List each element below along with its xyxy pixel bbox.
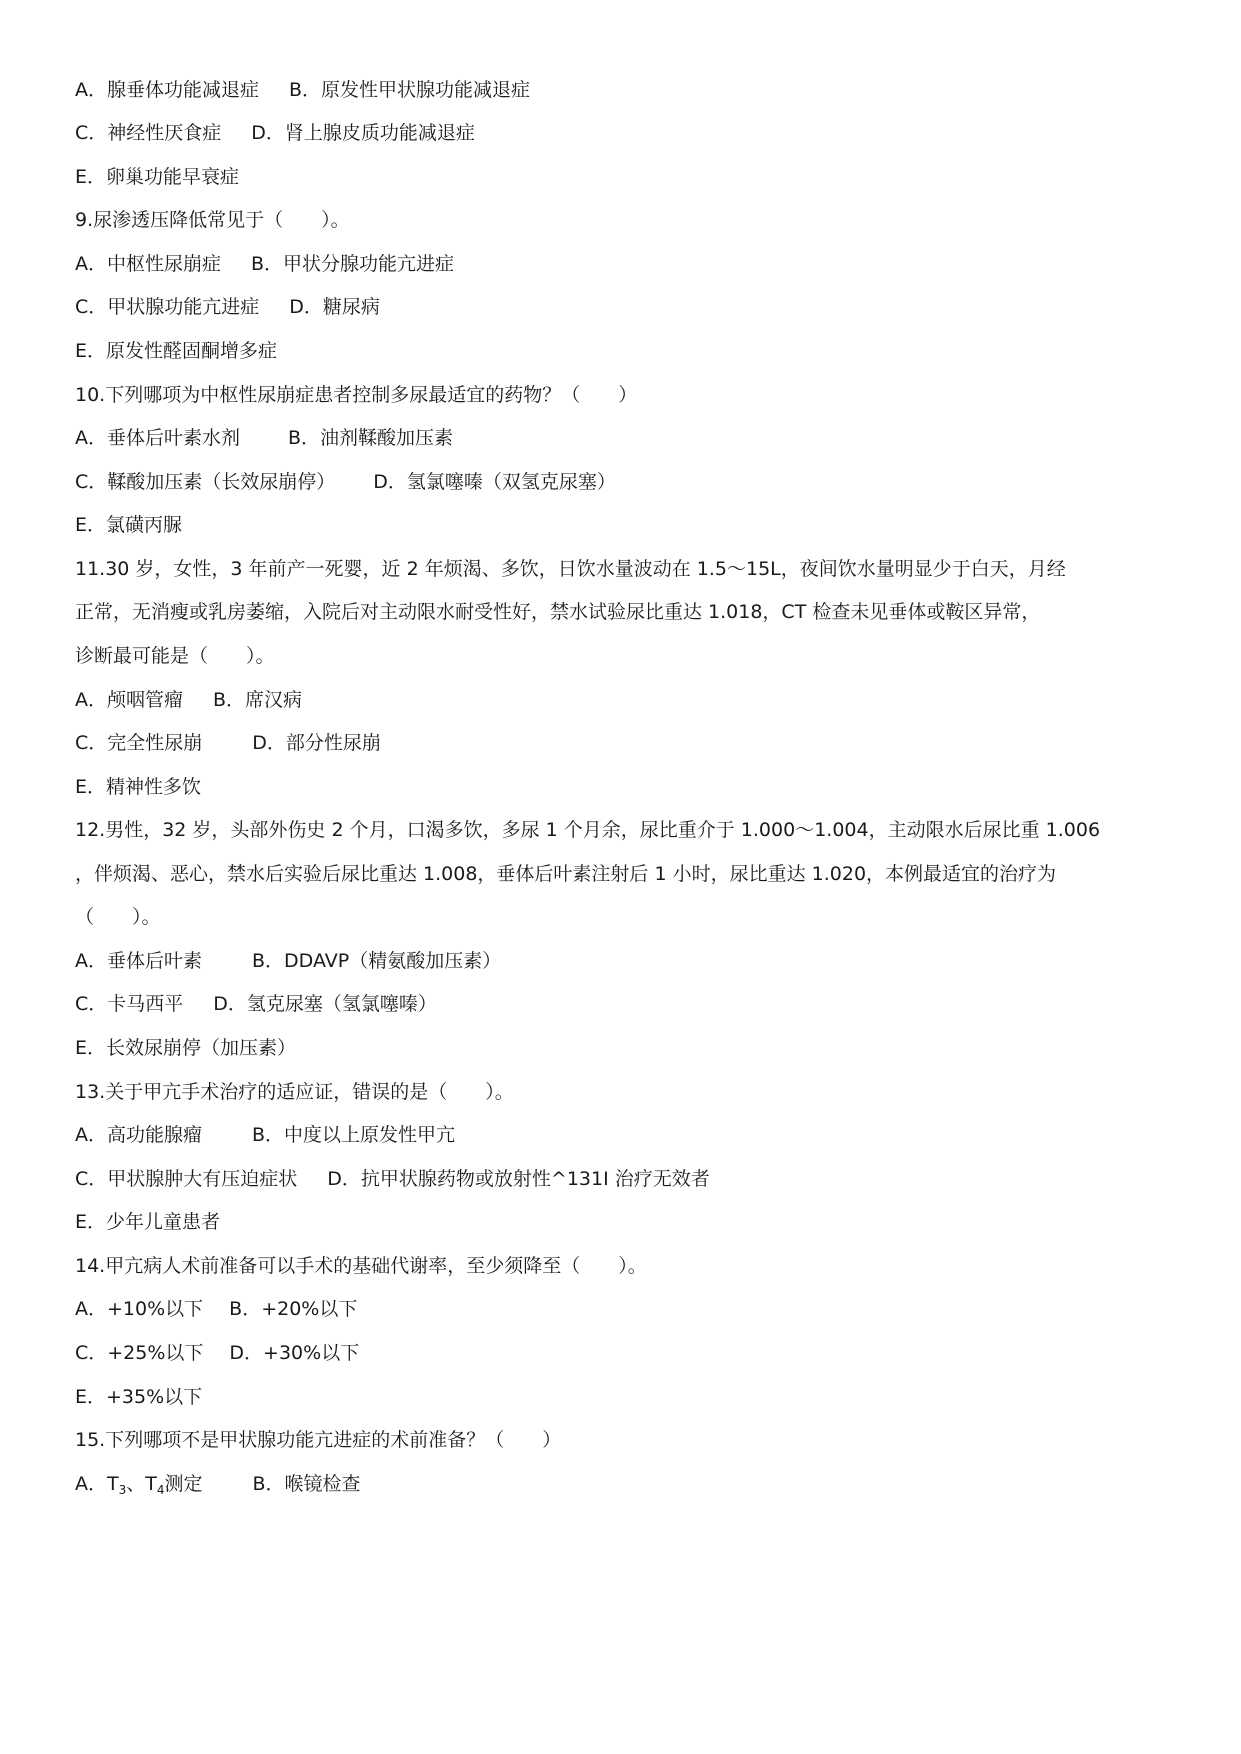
question-text: 9.尿渗透压降低常见于（ ）。 xyxy=(75,209,350,231)
option-d: D．氢克尿塞（氢氯噻嗪） xyxy=(213,993,437,1015)
option-b: B．中度以上原发性甲亢 xyxy=(252,1124,456,1146)
q12-options-cd xyxy=(75,989,437,1019)
question-12-line-3 xyxy=(75,902,161,932)
q11-options-cd xyxy=(75,728,381,758)
option-b: B．席汉病 xyxy=(213,689,303,711)
option-a: A．颅咽管瘤 xyxy=(75,689,183,711)
q13-options-cd xyxy=(75,1164,710,1194)
question-text: 正常，无消瘦或乳房萎缩，入院后对主动限水耐受性好，禁水试验尿比重达 1.018，CT 检查未见垂体或鞍区异常， xyxy=(75,601,1041,623)
q12-options-ab xyxy=(75,946,501,976)
q11-options-ab xyxy=(75,685,302,715)
option-e: E．+35%以下 xyxy=(75,1386,203,1408)
option-a: A．高功能腺瘤 xyxy=(75,1124,202,1146)
option-e: E．少年儿童患者 xyxy=(75,1211,221,1233)
option-d: D．+30%以下 xyxy=(229,1342,360,1364)
option-b: B．喉镜检查 xyxy=(252,1473,361,1495)
q9-options-ab xyxy=(75,249,454,279)
option-b: B．+20%以下 xyxy=(229,1298,358,1320)
q15-options-ab xyxy=(75,1469,361,1499)
question-text: 13.关于甲亢手术治疗的适应证，错误的是（ ）。 xyxy=(75,1081,514,1103)
option-d: D．部分性尿崩 xyxy=(252,732,381,754)
question-text: （ ）。 xyxy=(75,906,161,928)
option-b: B．甲状分腺功能亢进症 xyxy=(251,253,455,275)
option-e: E．卵巢功能早衰症 xyxy=(75,166,240,188)
option-a: A．中枢性尿崩症 xyxy=(75,253,221,275)
option-a: A．垂体后叶素水剂 xyxy=(75,427,240,449)
option-e: E．长效尿崩停（加压素） xyxy=(75,1037,297,1059)
question-text: 12.男性，32 岁，头部外伤史 2 个月，口渴多饮，多尿 1 个月余，尿比重介于 1.000～1.004，主动限水后尿比重 1.006 xyxy=(75,819,1101,841)
option-c: C．甲状腺功能亢进症 xyxy=(75,296,260,318)
q8-option-e xyxy=(75,162,239,192)
question-text: 诊断最可能是（ ）。 xyxy=(75,645,275,667)
question-9 xyxy=(75,205,350,235)
option-a: A．+10%以下 xyxy=(75,1298,204,1320)
option-e: E．原发性醛固酮增多症 xyxy=(75,340,278,362)
question-10 xyxy=(75,380,637,410)
option-a: A．垂体后叶素 xyxy=(75,950,202,972)
question-12-line-1 xyxy=(75,815,1165,845)
q9-option-e xyxy=(75,336,277,366)
option-d: D．抗甲状腺药物或放射性^131I 治疗无效者 xyxy=(327,1168,710,1190)
q14-options-cd xyxy=(75,1338,359,1368)
question-text: 15.下列哪项不是甲状腺功能亢进症的术前准备？（ ） xyxy=(75,1429,562,1451)
q14-option-e xyxy=(75,1382,202,1412)
option-c: C．完全性尿崩 xyxy=(75,732,203,754)
q13-options-ab xyxy=(75,1120,455,1150)
option-d: D．糖尿病 xyxy=(289,296,380,318)
option-b: B．油剂鞣酸加压素 xyxy=(288,427,454,449)
option-c: C．鞣酸加压素（长效尿崩停） xyxy=(75,471,336,493)
option-e: E．精神性多饮 xyxy=(75,776,202,798)
q8-options-cd xyxy=(75,118,475,148)
option-c: C．卡马西平 xyxy=(75,993,184,1015)
option-a: A．$T_3$、$T_4$测定 xyxy=(75,1473,203,1497)
question-text: 11.30 岁，女性，3 年前产一死婴，近 2 年烦渴、多饮，日饮水量波动在 1.5～15L，夜间饮水量明显少于白天，月经 xyxy=(75,558,1066,580)
q11-option-e xyxy=(75,772,201,802)
question-14 xyxy=(75,1251,647,1281)
q12-option-e xyxy=(75,1033,296,1063)
option-c: C．神经性厌食症 xyxy=(75,122,222,144)
option-a: A．腺垂体功能减退症 xyxy=(75,79,259,101)
option-c: C．+25%以下 xyxy=(75,1342,204,1364)
question-text: ，伴烦渴、恶心，禁水后实验后尿比重达 1.008，垂体后叶素注射后 1 小时，尿比重达 1.020，本例最适宜的治疗为 xyxy=(75,863,1057,885)
question-11-line-1 xyxy=(75,554,1165,584)
question-text: 14.甲亢病人术前准备可以手术的基础代谢率，至少须降至（ ）。 xyxy=(75,1255,647,1277)
question-text: 10.下列哪项为中枢性尿崩症患者控制多尿最适宜的药物？（ ） xyxy=(75,384,638,406)
question-12-line-2 xyxy=(75,859,1165,889)
option-d: D．肾上腺皮质功能减退症 xyxy=(251,122,475,144)
q10-options-cd xyxy=(75,467,616,497)
option-c: C．甲状腺肿大有压迫症状 xyxy=(75,1168,298,1190)
question-15 xyxy=(75,1425,561,1455)
option-e: E．氯磺丙脲 xyxy=(75,514,183,536)
question-11-line-2 xyxy=(75,597,1165,627)
q14-options-ab xyxy=(75,1294,357,1324)
q9-options-cd xyxy=(75,292,380,322)
option-b: B．原发性甲状腺功能减退症 xyxy=(289,79,531,101)
q8-options-ab xyxy=(75,75,530,105)
option-b: B．DDAVP（精氨酸加压素） xyxy=(252,950,502,972)
option-d: D．氢氯噻嗪（双氢克尿塞） xyxy=(373,471,616,493)
q13-option-e xyxy=(75,1207,220,1237)
question-11-line-3 xyxy=(75,641,275,671)
question-13 xyxy=(75,1077,514,1107)
q10-option-e xyxy=(75,510,182,540)
q10-options-ab xyxy=(75,423,453,453)
